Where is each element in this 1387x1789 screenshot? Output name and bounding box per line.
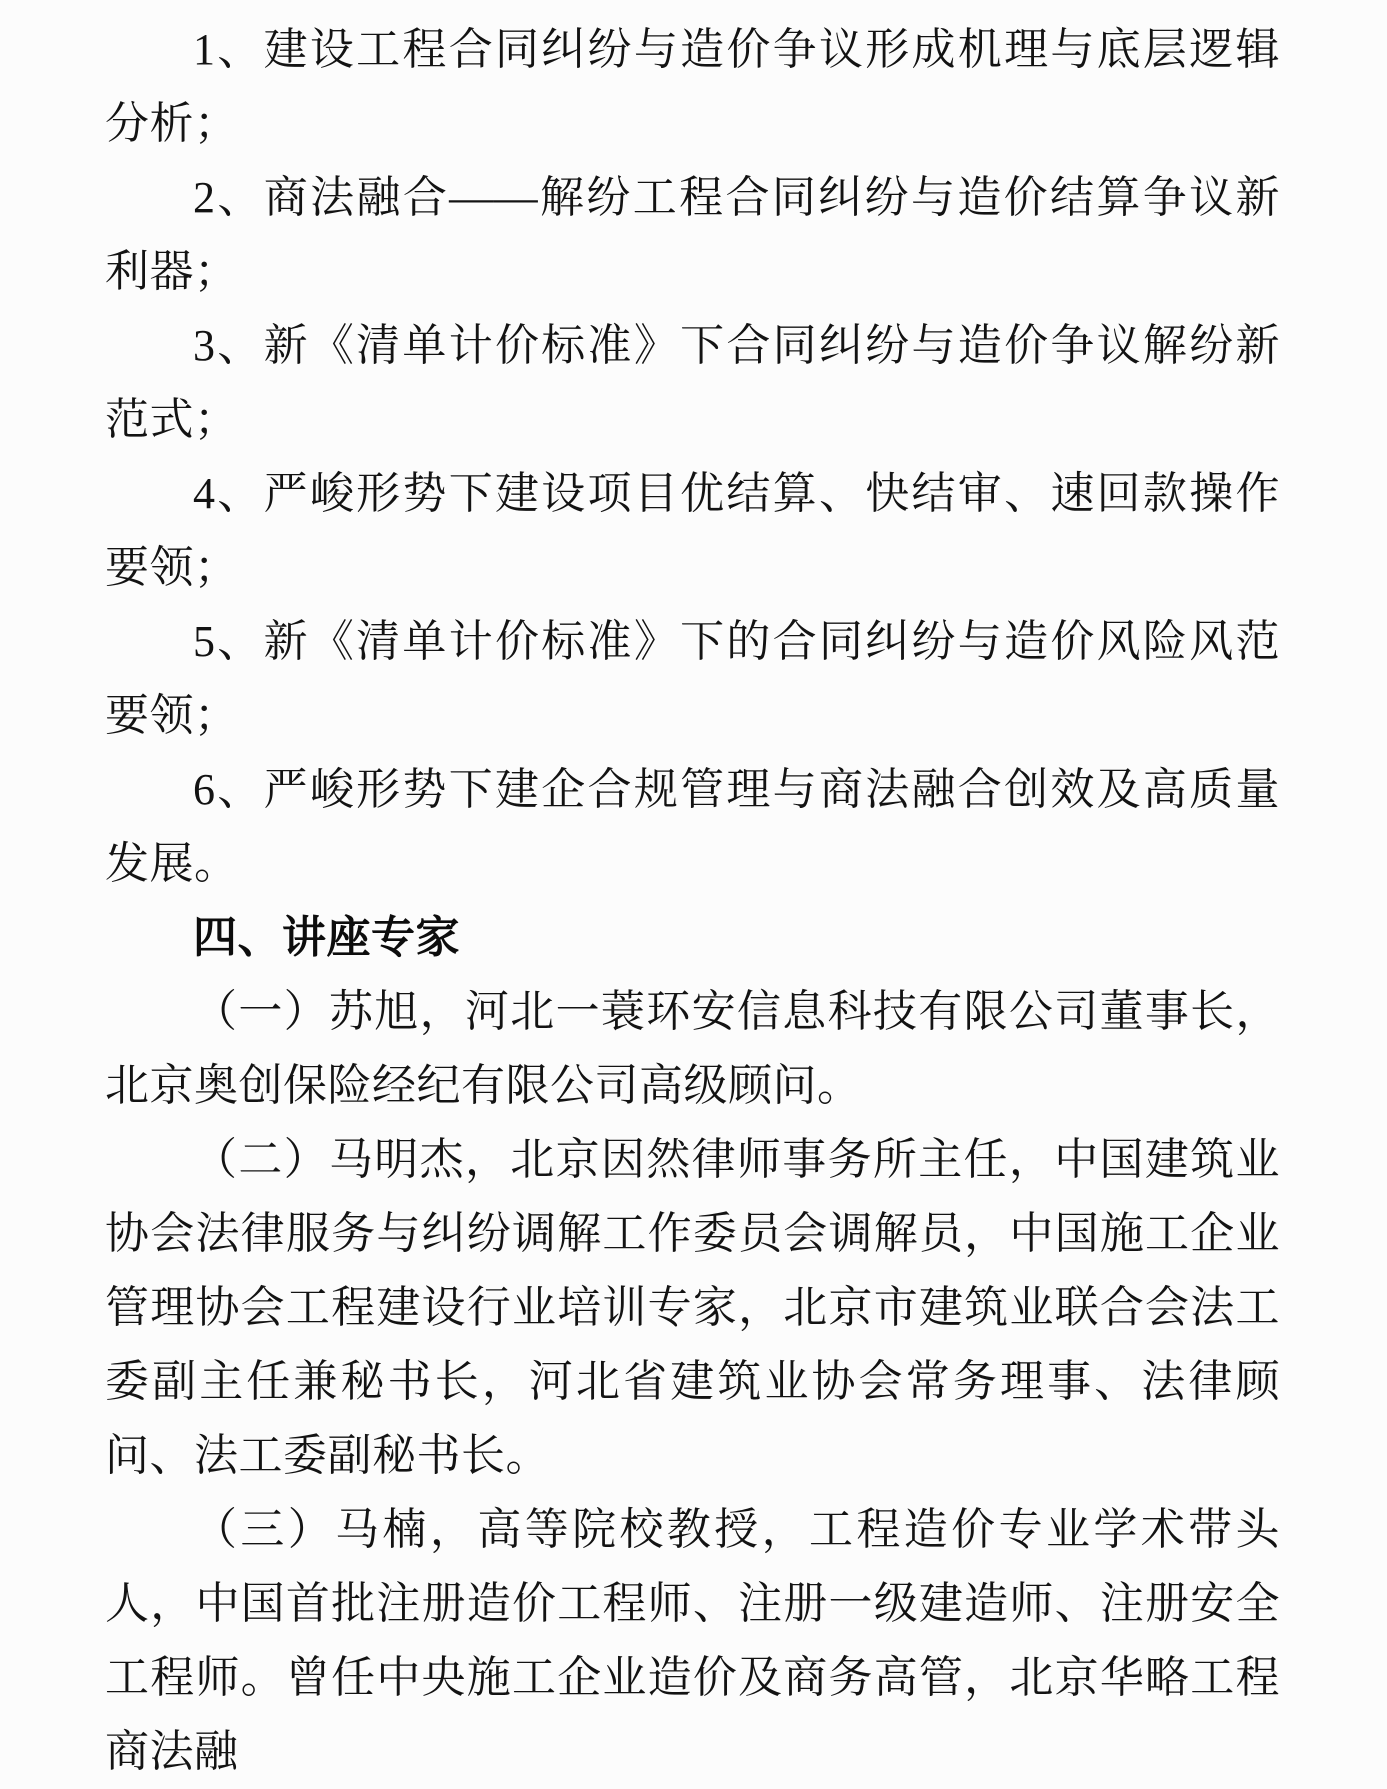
speaker-paragraph-3: （三）马楠，高等院校教授，工程造价专业学术带头人，中国首批注册造价工程师、注册一级建造师、注册安全工程师。曾任中央施工企业造价及商务高管，北京华略工程商法融 — [105, 1505, 1280, 1776]
agenda-item-6: 6、严峻形势下建企合规管理与商法融合创效及高质量发展。 — [105, 765, 1280, 888]
agenda-item-5: 5、新《清单计价标准》下的合同纠纷与造价风险风范要领； — [105, 617, 1280, 740]
agenda-item-4: 4、严峻形势下建设项目优结算、快结审、速回款操作要领； — [105, 469, 1280, 592]
section-heading-lecture-experts: 四、讲座专家 — [193, 913, 460, 962]
agenda-item-3: 3、新《清单计价标准》下合同纠纷与造价争议解纷新范式； — [105, 321, 1280, 444]
speaker-paragraph-1: （一）苏旭，河北一蓑环安信息科技有限公司董事长，北京奥创保险经纪有限公司高级顾问。 — [105, 987, 1280, 1110]
agenda-item-1: 1、建设工程合同纠纷与造价争议形成机理与底层逻辑分析； — [105, 25, 1280, 148]
speaker-paragraph-2: （二）马明杰，北京因然律师事务所主任，中国建筑业协会法律服务与纠纷调解工作委员会调解员，中国施工企业管理协会工程建设行业培训专家，北京市建筑业联合会法工委副主任兼秘书长，河北省建筑业协会常务理事、法律顾问、法工委副秘书长。 — [105, 1135, 1280, 1480]
agenda-item-2: 2、商法融合——解纷工程合同纠纷与造价结算争议新利器； — [105, 173, 1280, 296]
